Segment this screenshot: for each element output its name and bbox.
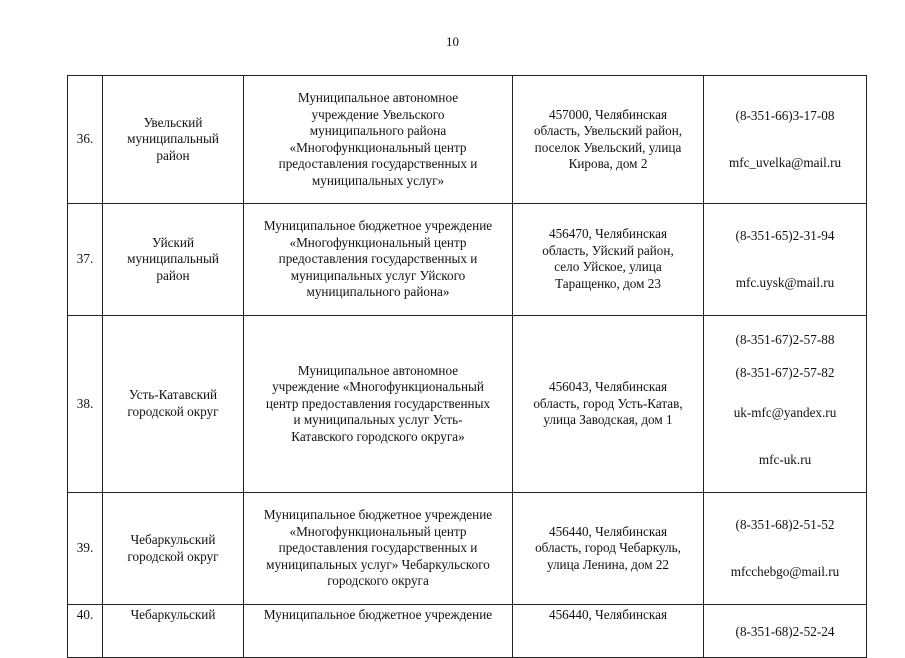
organization-name: Муниципальное бюджетное учреждение «Многофункциональный центр предоставления государственных и муниципальных услуг» Чебаркульского городского округа	[244, 493, 513, 605]
contacts-cell	[704, 315, 867, 493]
address: 456440, Челябинская область, город Чебаркуль, улица Ленина, дом 22	[513, 493, 704, 605]
phone: (8-351-68)2-51-52	[735, 516, 835, 532]
phone: (8-351-68)2-52-24	[735, 623, 835, 639]
municipality-name: Чебаркульский городской округ	[103, 493, 244, 605]
table-row	[68, 493, 867, 605]
phone: (8-351-65)2-31-94	[735, 227, 835, 243]
contacts-cell	[704, 76, 867, 204]
phone: (8-351-66)3-17-08	[735, 107, 835, 123]
address: 456470, Челябинская область, Уйский район, село Уйское, улица Таращенко, дом 23	[513, 204, 704, 316]
row-number: 39.	[68, 493, 103, 605]
email: mfcchebgo@mail.ru	[730, 563, 840, 579]
email: mfc.uysk@mail.ru	[735, 274, 835, 290]
municipality-name: Чебаркульский	[103, 605, 244, 658]
municipality-name: Увельский муниципальный район	[103, 76, 244, 204]
contacts-cell	[704, 493, 867, 605]
table-row	[68, 315, 867, 493]
organization-name: Муниципальное бюджетное учреждение «Многофункциональный центр предоставления государственных и муниципальных услуг Уйского муниципального района»	[244, 204, 513, 316]
address: 456440, Челябинская	[513, 605, 704, 658]
phone: (8-351-67)2-57-88	[735, 332, 835, 347]
row-number: 38.	[68, 315, 103, 493]
contacts-cell	[704, 605, 867, 658]
row-number: 36.	[68, 76, 103, 204]
page-number: 10	[446, 34, 459, 49]
address: 456043, Челябинская область, город Усть-Катав, улица Заводская, дом 1	[513, 315, 704, 493]
phone-secondary: (8-351-67)2-57-82	[735, 365, 835, 380]
row-number: 37.	[68, 204, 103, 316]
row-number: 40.	[68, 605, 103, 658]
table-row	[68, 204, 867, 316]
municipality-name: Уйский муниципальный район	[103, 204, 244, 316]
organization-name: Муниципальное бюджетное учреждение	[244, 605, 513, 658]
table-row	[68, 605, 867, 658]
email: mfc_uvelka@mail.ru	[728, 154, 842, 170]
organization-name: Муниципальное автономное учреждение Увельского муниципального района «Многофункциональный центр предоставления государственных и муниципальных услуг»	[244, 76, 513, 204]
email: uk-mfc@yandex.ru	[733, 405, 837, 420]
website: mfc-uk.ru	[758, 452, 812, 467]
address: 457000, Челябинская область, Увельский район, поселок Увельский, улица Кирова, дом 2	[513, 76, 704, 204]
mfc-registry-table	[67, 75, 867, 658]
organization-name: Муниципальное автономное учреждение «Многофункциональный центр предоставления государственных и муниципальных услуг Усть- Катавского городского округа»	[244, 315, 513, 493]
municipality-name: Усть-Катавский городской округ	[103, 315, 244, 493]
table-row	[68, 76, 867, 204]
contacts-cell	[704, 204, 867, 316]
